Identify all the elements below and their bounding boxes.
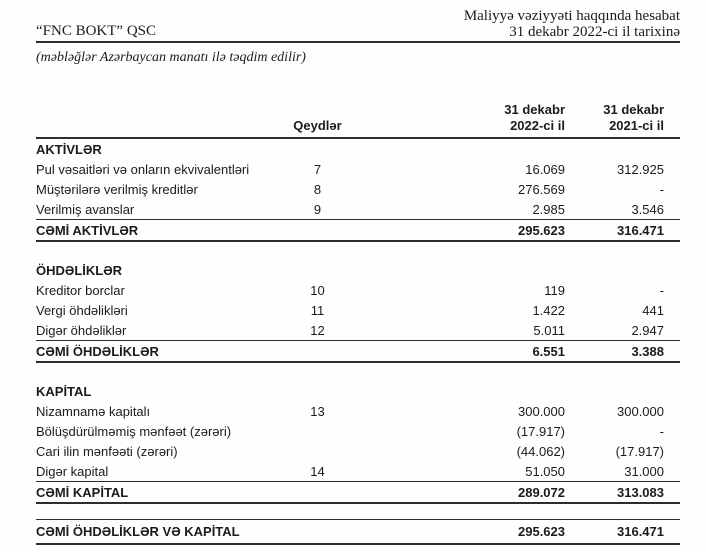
column-header-2021-line1: 31 dekabr [603, 102, 664, 117]
report-title [464, 8, 680, 40]
section-title: KAPİTAL [36, 383, 92, 399]
section-equity [36, 381, 680, 504]
row-value-2022: 1.422 [532, 302, 565, 318]
row-value-2021: (17.917) [615, 443, 664, 459]
row-label: Pul vəsaitləri və onların ekvivalentləri [36, 161, 250, 177]
report-title-line2: 31 dekabr 2022-ci il tarixinə [509, 24, 680, 40]
row-value-2021: 2.947 [631, 322, 664, 338]
row-label: Cari ilin mənfəəti (zərəri) [36, 443, 178, 459]
row-label: Nizamnamə kapitalı [36, 403, 151, 419]
column-header-2021-line2: 2021-ci il [609, 118, 664, 133]
row-value-2021: 31.000 [624, 463, 664, 479]
column-header-2021 [565, 102, 680, 134]
table-row [36, 421, 680, 441]
table-row [36, 199, 680, 219]
row-value-2022: 119 [544, 282, 565, 298]
section-title-row [36, 381, 680, 401]
total-row-equity [36, 481, 680, 504]
row-value-2021: 3.546 [631, 201, 664, 217]
total-label: CƏMİ ÖHDƏLİKLƏR [36, 343, 159, 359]
table-row [36, 320, 680, 340]
total-value-2021: 316.471 [617, 222, 664, 238]
row-note: 12 [310, 322, 325, 338]
balance-sheet-table [36, 102, 680, 545]
row-value-2021: 300.000 [617, 403, 664, 419]
total-row-assets [36, 219, 680, 242]
column-header-2022-line2: 2022-ci il [510, 118, 565, 133]
row-note: 11 [310, 302, 325, 318]
section-title-row [36, 139, 680, 159]
row-value-2021: - [659, 282, 664, 298]
row-value-2021: - [659, 181, 664, 197]
row-value-2021: 441 [642, 302, 664, 318]
section-assets [36, 139, 680, 242]
row-value-2022: 300.000 [518, 403, 565, 419]
row-value-2022: (44.062) [516, 443, 565, 459]
row-note: 7 [313, 161, 322, 177]
table-header-row [36, 102, 680, 139]
table-row [36, 401, 680, 421]
table-row [36, 461, 680, 481]
document-header [36, 8, 680, 43]
table-row [36, 441, 680, 461]
row-label: Digər öhdəliklər [36, 322, 127, 338]
section-title: AKTİVLƏR [36, 141, 102, 157]
row-note: 13 [310, 403, 325, 419]
row-label: Müştərilərə verilmiş kreditlər [36, 181, 198, 197]
row-note: 9 [313, 201, 322, 217]
row-value-2021: 312.925 [617, 161, 664, 177]
report-title-line1: Maliyyə vəziyyəti haqqında hesabat [463, 8, 680, 24]
row-label: Kreditor borclar [36, 282, 125, 298]
table-row [36, 300, 680, 320]
total-value-2021: 3.388 [631, 343, 664, 359]
total-label: CƏMİ AKTİVLƏR [36, 222, 139, 238]
grand-total-row [36, 519, 680, 545]
row-value-2022: 16.069 [525, 161, 565, 177]
column-header-notes-label: Qeydlər [293, 118, 342, 133]
column-header-2022 [365, 102, 565, 134]
row-note: 14 [310, 463, 325, 479]
row-value-2022: 276.569 [518, 181, 565, 197]
row-value-2022: 51.050 [525, 463, 565, 479]
total-label: CƏMİ KAPİTAL [36, 484, 129, 500]
currency-note: (məbləğlər Azərbaycan manatı ilə təqdim edilir) [36, 50, 306, 65]
total-row-liabilities [36, 340, 680, 363]
row-note: 8 [313, 181, 322, 197]
row-label: Digər kapital [36, 463, 109, 479]
grand-total-value-2021: 316.471 [617, 524, 664, 539]
row-label: Verilmiş avanslar [36, 201, 135, 217]
total-value-2022: 289.072 [518, 484, 565, 500]
grand-total-label: CƏMİ ÖHDƏLİKLƏR VƏ KAPİTAL [36, 524, 240, 539]
row-value-2022: 5.011 [533, 322, 565, 338]
table-row [36, 179, 680, 199]
company-name: “FNC BOKT” QSC [36, 23, 157, 39]
column-header-notes [270, 118, 365, 134]
row-value-2022: (17.917) [516, 423, 565, 439]
table-row [36, 159, 680, 179]
row-label: Bölüşdürülməmiş mənfəət (zərəri) [36, 423, 232, 439]
row-value-2022: 2.985 [532, 201, 565, 217]
section-liabilities [36, 260, 680, 363]
total-value-2021: 313.083 [617, 484, 664, 500]
total-value-2022: 295.623 [518, 222, 565, 238]
section-title-row [36, 260, 680, 280]
row-label: Vergi öhdəlikləri [36, 302, 128, 318]
total-value-2022: 6.551 [532, 343, 565, 359]
table-row [36, 280, 680, 300]
row-value-2021: - [659, 423, 664, 439]
row-note: 10 [310, 282, 325, 298]
column-header-2022-line1: 31 dekabr [504, 102, 565, 117]
section-title: ÖHDƏLİKLƏR [36, 262, 123, 278]
grand-total-value-2022: 295.623 [518, 524, 565, 539]
